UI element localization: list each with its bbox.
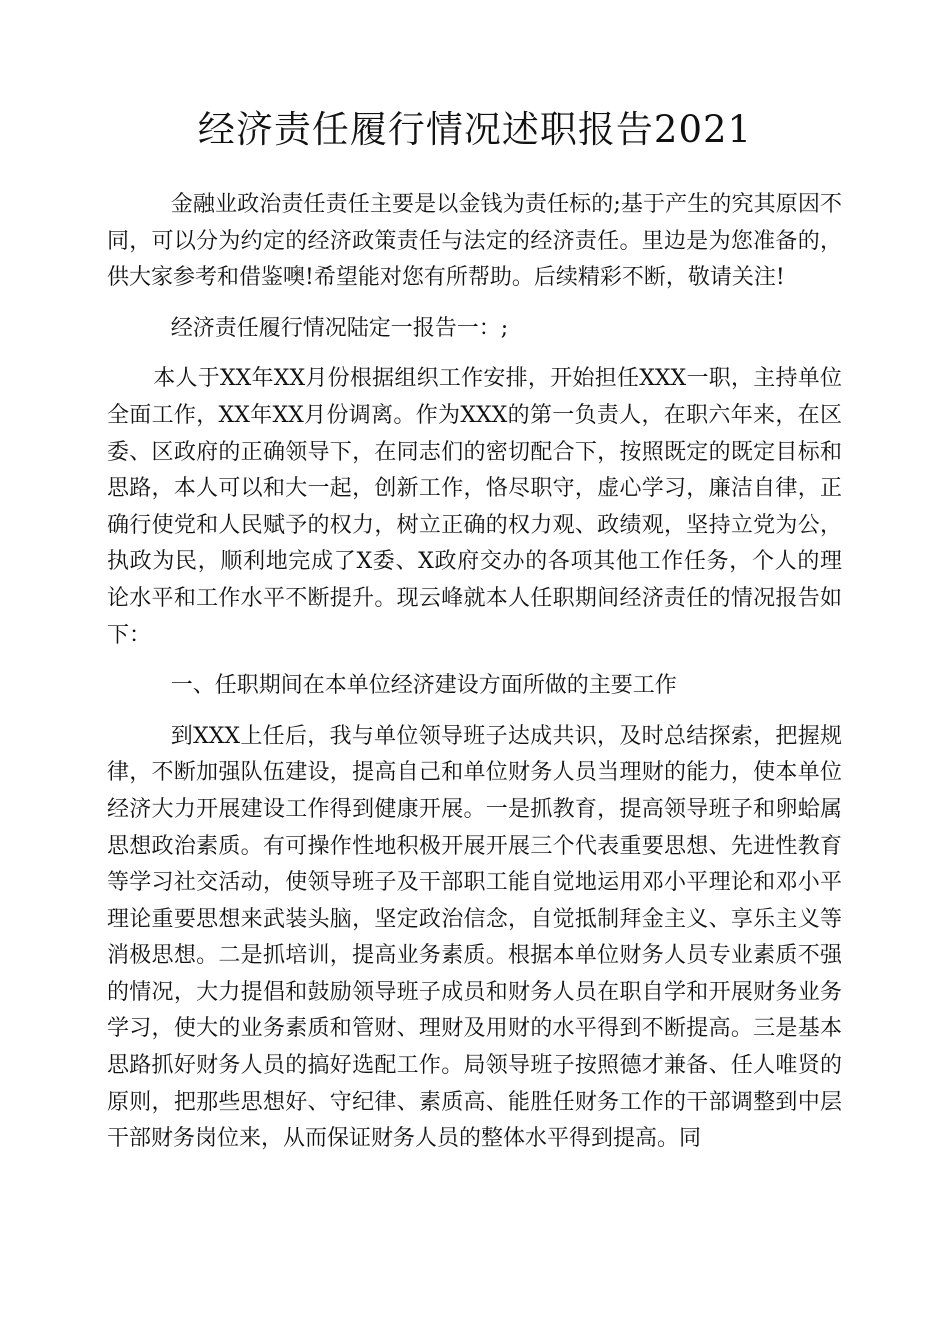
report-body-paragraph: 本人于XX年XX月份根据组织工作安排，开始担任XXX一职，主持单位全面工作，XX年XX月份调离。作为XXX的第一负责人，在职六年来，在区委、区政府的正确领导下，在同志们的密切配合下，按照既定的既定目标和思路，本人可以和大一起，创新工作，恪尽职守，虚心学习，廉洁自律，正确行使党和人民赋予的权力，树立正确的权力观、政绩观，坚持立党为公，执政为民，顺利地完成了X委、X政府交办的各项其他工作任务，个人的理论水平和工作水平不断提升。现云峰就本人任职期间经济责任的情况报告如下：	[107, 366, 842, 648]
report-heading-paragraph: 经济责任履行情况陆定一报告一：;	[170, 315, 509, 341]
section-heading-paragraph: 一、任职期间在本单位经济建设方面所做的主要工作	[170, 673, 677, 699]
section-body-paragraph: 到XXX上任后，我与单位领导班子达成共识，及时总结探索，把握规律，不断加强队伍建设，提高自己和单位财务人员当理财的能力，使本单位经济大力开展建设工作得到健康开展。一是抓教育，提高领导班子和卵蛤属思想政治素质。有可操作性地积极开展开展三个代表重要思想、先进性教育等学习社交活动，使领导班子及干部职工能自觉地运用邓小平理论和邓小平理论重要思想来武装头脑，坚定政治信念，自觉抵制拜金主义、享乐主义等消极思想。二是抓培训，提高业务素质。根据本单位财务人员专业素质不强的情况，大力提倡和鼓励领导班子成员和财务人员在职自学和开展财务业务学习，使大的业务素质和管财、理财及用财的水平得到不断提高。三是基本思路抓好财务人员的搞好选配工作。局领导班子按照德才兼备、任人唯贤的原则，把那些思想好、守纪律、素质高、能胜任财务工作的干部调整到中层干部财务岗位来，从而保证财务人员的整体水平得到提高。同	[107, 723, 842, 1152]
intro-paragraph: 金融业政治责任责任主要是以金钱为责任标的;基于产生的究其原因不同，可以分为约定的经济政策责任与法定的经济责任。里边是为您准备的，供大家参考和借鉴噢!希望能对您有所帮助。后续精彩不断，敬请关注!	[107, 192, 842, 291]
document-body	[107, 187, 842, 1158]
document-title: 经济责任履行情况述职报告2021	[197, 108, 753, 151]
